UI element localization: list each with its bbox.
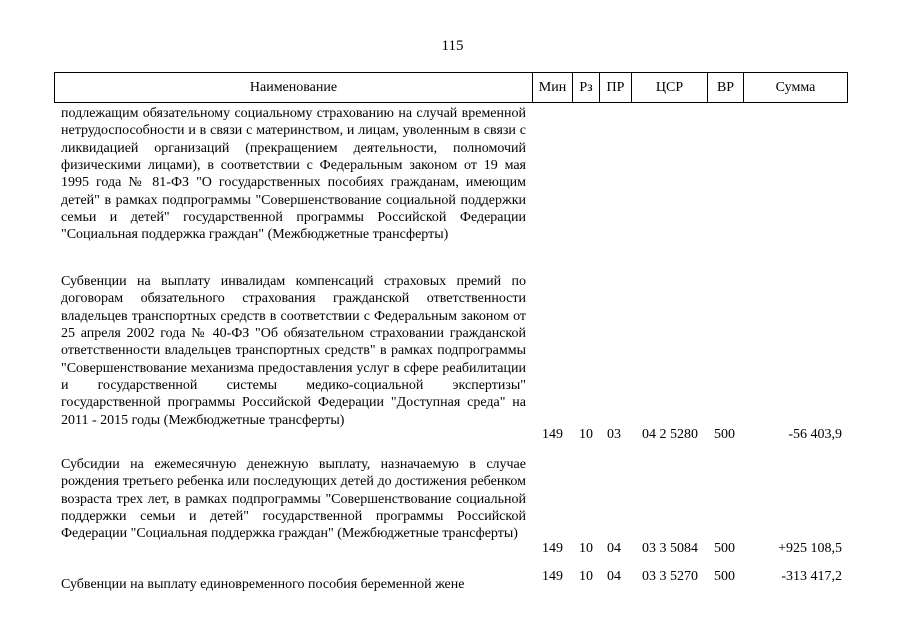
row-name: подлежащим обязательному социальному страхованию на случай временной нетрудоспособности и в связи с материнством, и лицам, уволенным в связи с ликвидацией организаций (прекращением деятельности, полномочий физическими лицами), в соответствии с Федеральным законом от 19 мая 1995 года № 81-ФЗ "О государственных пособиях гражданам, имеющим детей" в рамках подпрограммы "Совершенствование социальной поддержки семьи и детей" государственной программы Российской Федерации "Социальная поддержка граждан" (Межбюджетные трансферты) bbox=[61, 106, 526, 243]
header-pr: ПР bbox=[599, 73, 631, 102]
row-pr: 04 bbox=[607, 541, 621, 556]
row-name: Субвенции на выплату инвалидам компенсаций страховых премий по договорам обязательного страхования гражданской ответственности владельцев транспортных средств в соответствии с Федеральным законом от 25 апреля 2002 года № 40-ФЗ "Об обязательном страховании гражданской ответственности владельцев транспортных средств" в рамках подпрограммы "Совершенствование механизма предоставления услуг в сфере реабилитации и государственной системы медико-социальной экспертизы" государственной программы Российской Федерации "Доступная среда" на 2011 - 2015 годы (Межбюджетные трансферты) bbox=[61, 274, 526, 428]
header-sum: Сумма bbox=[743, 73, 847, 102]
row-min: 149 bbox=[542, 427, 563, 442]
row-min: 149 bbox=[542, 541, 563, 556]
row-csr: 03 3 5270 bbox=[642, 569, 698, 584]
header-csr: ЦСР bbox=[631, 73, 707, 102]
table-header bbox=[54, 72, 848, 103]
row-csr: 03 3 5084 bbox=[642, 541, 698, 556]
row-sum: +925 108,5 bbox=[778, 541, 842, 556]
row-min: 149 bbox=[542, 569, 563, 584]
header-name: Наименование bbox=[249, 79, 338, 95]
row-csr: 04 2 5280 bbox=[642, 427, 698, 442]
row-pr: 03 bbox=[607, 427, 621, 442]
row-rz: 10 bbox=[579, 427, 593, 442]
header-vr: ВР bbox=[707, 73, 743, 102]
header-rz: Рз bbox=[572, 73, 599, 102]
row-name: Субсидии на ежемесячную денежную выплату, назначаемую в случае рождения третьего ребенка или последующих детей до достижения ребенком возраста трех лет, в рамках подпрограммы "Совершенствование социальной поддержки семьи и детей" государственной программы Российской Федерации "Социальная поддержка граждан" (Межбюджетные трансферты) bbox=[61, 457, 526, 542]
row-rz: 10 bbox=[579, 541, 593, 556]
row-sum: -313 417,2 bbox=[781, 569, 842, 584]
row-vr: 500 bbox=[714, 541, 735, 556]
row-pr: 04 bbox=[607, 569, 621, 584]
row-rz: 10 bbox=[579, 569, 593, 584]
row-sum: -56 403,9 bbox=[788, 427, 842, 442]
row-name: Субвенции на выплату единовременного пособия беременной жене bbox=[61, 577, 465, 592]
header-min: Мин bbox=[532, 73, 572, 102]
row-vr: 500 bbox=[714, 569, 735, 584]
row-vr: 500 bbox=[714, 427, 735, 442]
page-number: 115 bbox=[441, 38, 464, 54]
